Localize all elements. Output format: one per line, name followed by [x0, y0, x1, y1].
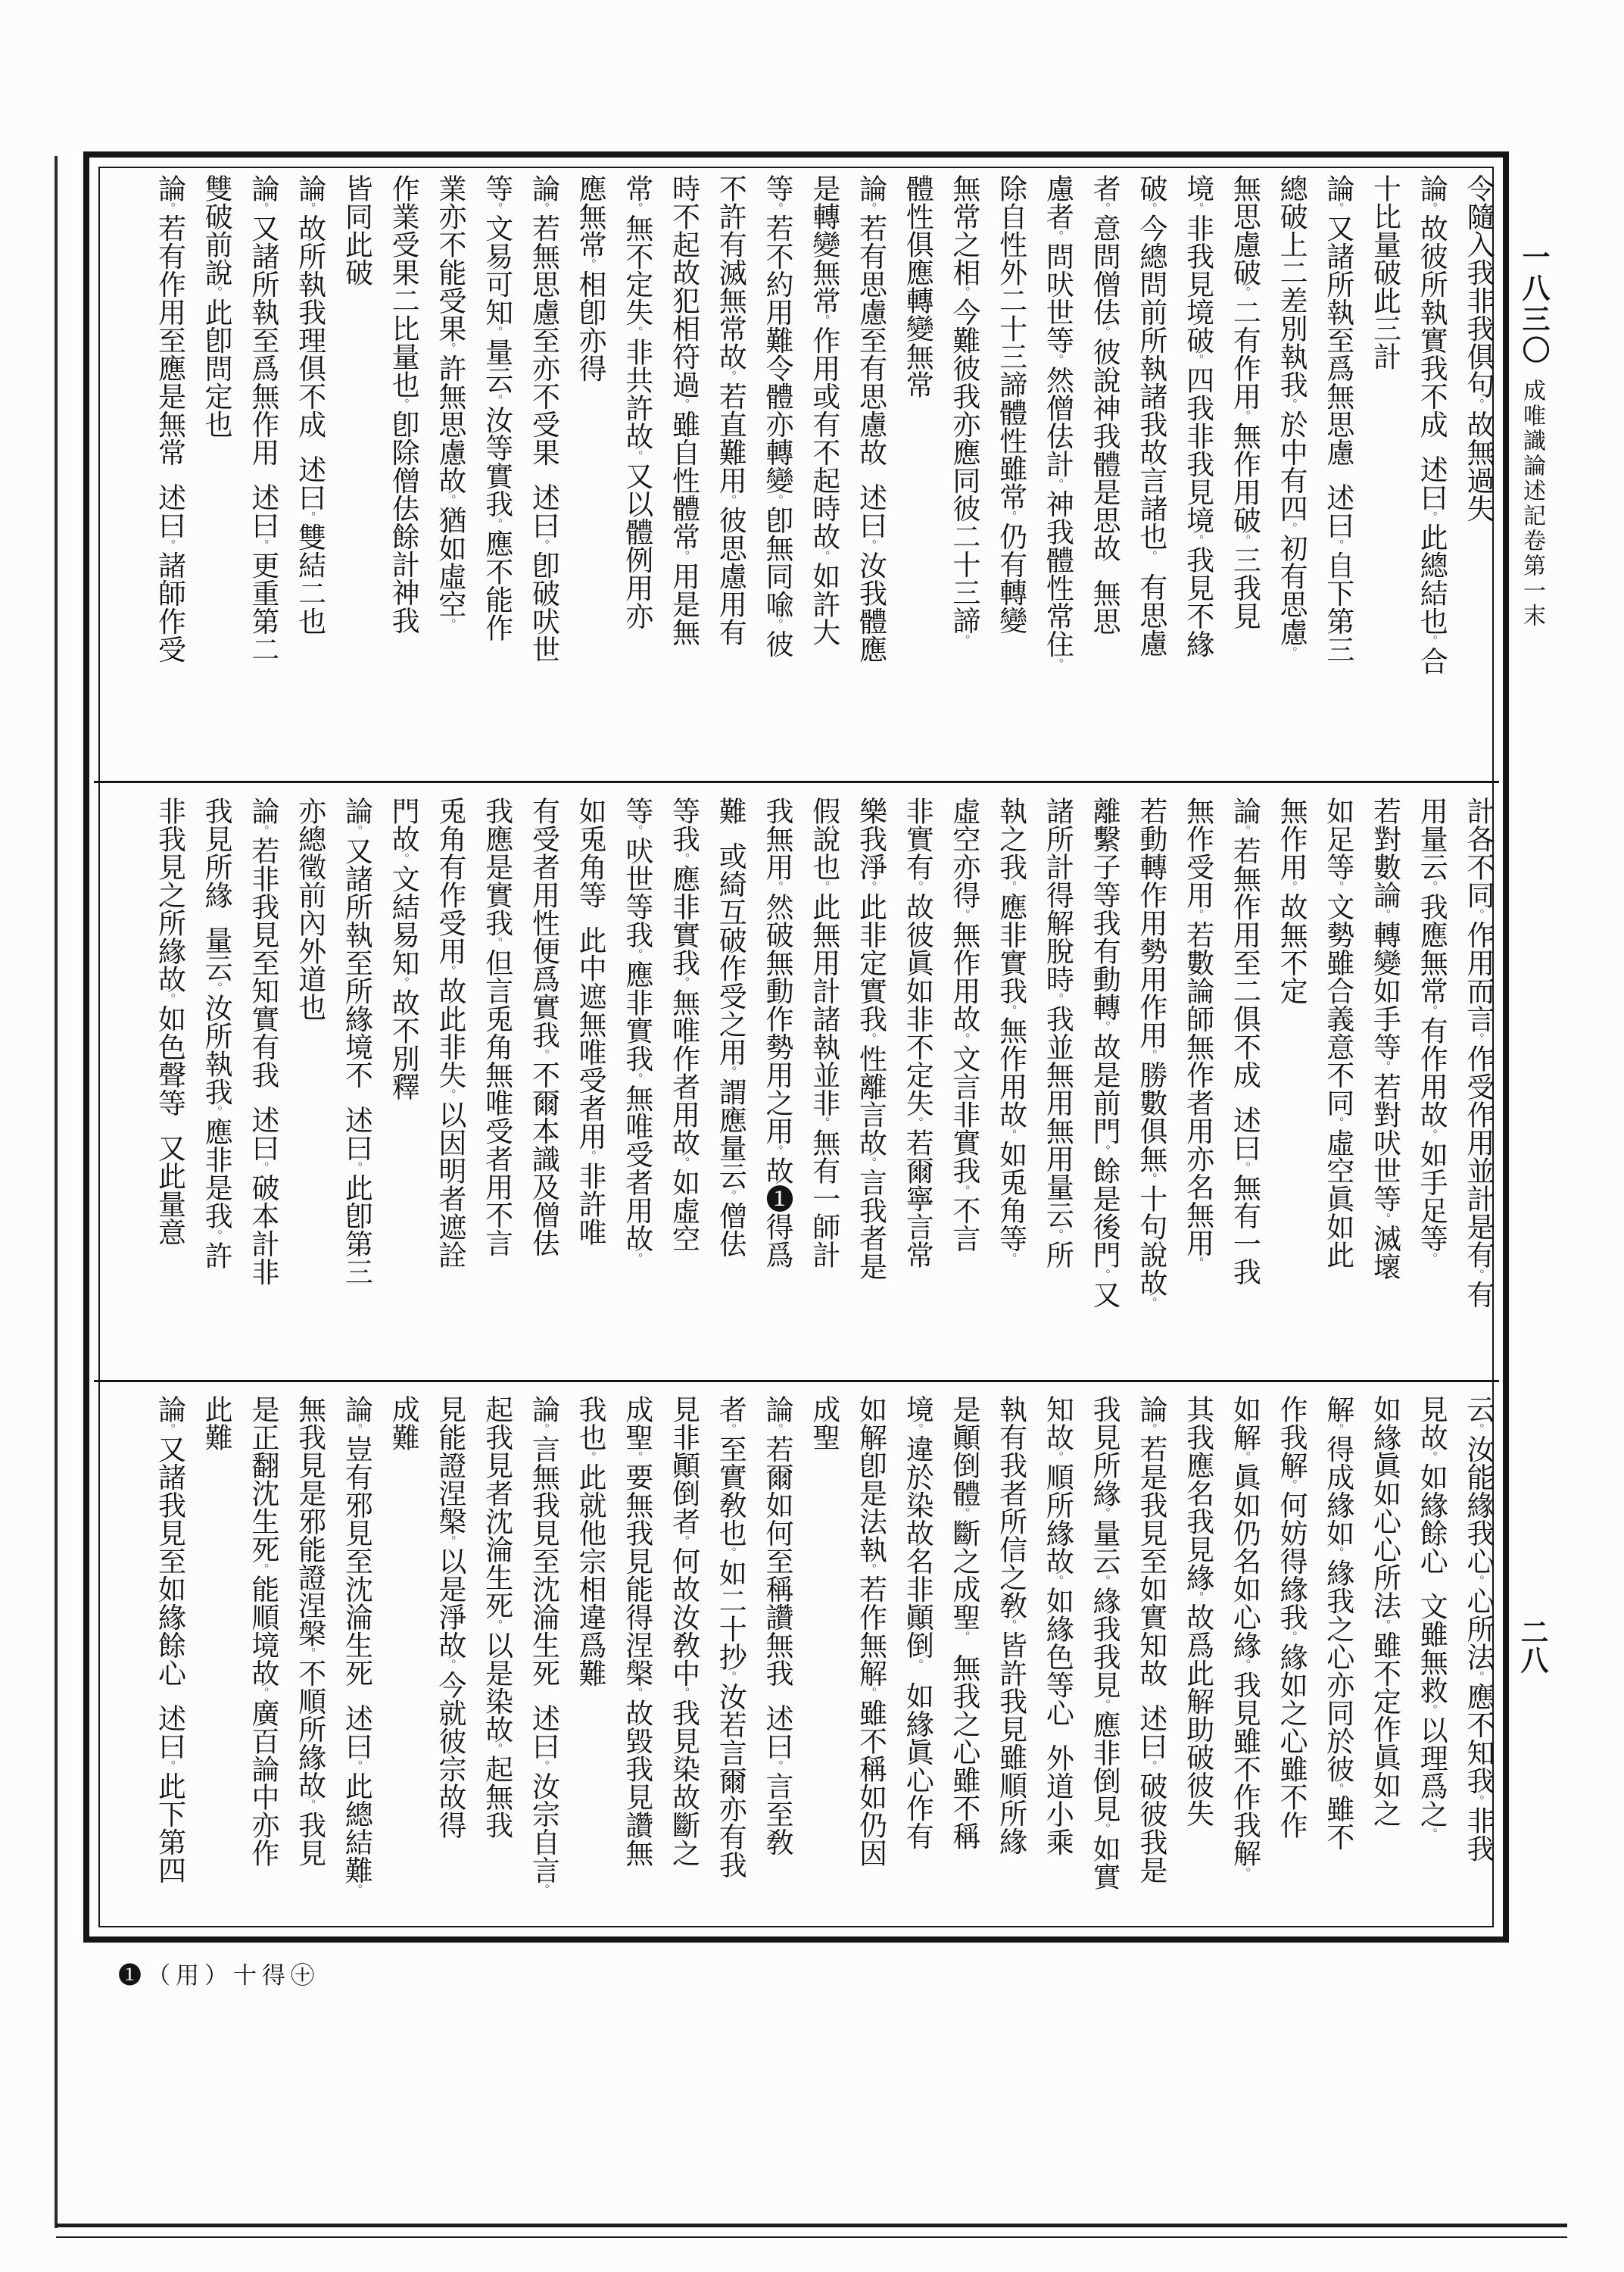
text-band-top	[101, 174, 1492, 774]
text-column: 雙破前說。此卽問定也	[200, 174, 232, 438]
text-column: 如解卽是法執。若作無解。雖不稱如仍因	[854, 1395, 886, 1868]
band-separator-1	[94, 781, 1499, 783]
text-column: 假說也。此無用計諸執並非。無有一師計	[807, 797, 839, 1269]
text-column: 離繫子等我有動轉。故是前門。餘是後門。又	[1088, 797, 1120, 1309]
text-column: 是轉變無常。作用或有不起時故。如許大	[807, 174, 839, 647]
text-column: 我應是實我。但言兎角無唯受者用不言	[480, 797, 512, 1257]
text-column: 亦總徵前內外道也	[293, 797, 325, 1021]
text-column: 論。若無作用至二俱不成 述曰。無有一我	[1228, 797, 1260, 1286]
text-column: 等。文易可知。量云。汝等實我。應不能作	[480, 174, 512, 642]
text-column: 虛空亦得。無作用故。文言非實我。不言	[947, 797, 979, 1253]
text-column: 我也。此就他宗相違爲難	[574, 1395, 606, 1687]
page-bottom-rule-thin	[56, 2236, 1567, 2238]
text-column: 論。若非我見至知實有我 述曰。破本計非	[246, 797, 278, 1286]
text-column: 我見所緣 量云。汝所執我。應非是我。許	[200, 797, 232, 1269]
text-column: 非我見之所緣故。如色聲等 又此量意	[153, 797, 185, 1246]
text-column: 論。豈有邪見至沈淪生死 述曰。此總結難。	[340, 1395, 372, 1896]
text-column: 知故。順所緣故。如緣色等心 外道小乘	[1041, 1395, 1073, 1856]
band-separator-2	[94, 1380, 1499, 1382]
scan-edge-line	[55, 156, 58, 2228]
text-column: 等。吠世等我。應非實我。無唯受者用故。	[620, 797, 652, 1265]
text-band-bottom	[101, 1395, 1492, 1930]
text-column: 論。故所執我理俱不成 述曰。雙結二也	[293, 174, 325, 635]
text-column: 樂我淨。此非定實我。性離言故。言我者是	[854, 797, 886, 1281]
text-column: 解。得成緣如。緣我之心亦同於彼。雖不	[1321, 1395, 1353, 1851]
text-column: 破。今總問前所執諸我故言諸也。 有思慮	[1134, 174, 1166, 657]
footnote-apparatus: ❶（用）十得㊉	[118, 1962, 320, 1989]
text-column: 無作用。故無不定	[1275, 797, 1307, 1005]
text-column: 計各不同。作用而言。作受作用並計是有。有	[1462, 797, 1493, 1309]
text-column: 論。若是我見至如實知故 述曰。破彼我是	[1134, 1395, 1166, 1884]
text-column: 如解。眞如仍名如心緣。我見雖不作我解。	[1228, 1395, 1260, 1879]
text-column: 論。若無思慮至亦不受果 述曰。卽破吠世	[527, 174, 559, 663]
text-column: 體性俱應轉變無常	[901, 174, 933, 398]
text-column: 者。至實敎也。如二十抄。汝若言爾亦有我	[714, 1395, 746, 1879]
text-column: 難 或綺互破作受之用。謂應量云。僧佉	[714, 797, 746, 1258]
text-column: 作業受果二比量也。卽除僧佉餘計神我	[387, 174, 419, 635]
text-column: 皆同此破	[340, 174, 372, 286]
text-column: 令隨入我非我俱句。故無過失	[1462, 174, 1493, 523]
text-column: 門故。文結易知。故不別釋	[387, 797, 419, 1101]
text-column: 執有我者所信之敎。皆許我見雖順所緣	[994, 1395, 1026, 1855]
text-column: 時不起故犯相符過。雖自性體常。用是無	[667, 174, 699, 647]
text-column: 作我解。何妨得緣我。緣如之心雖不作	[1275, 1395, 1307, 1840]
text-column: 成聖。要無我見能得涅槃。故毀我見讚無	[620, 1395, 652, 1868]
page-bottom-rule-thick	[56, 2224, 1567, 2227]
text-column: 論。故彼所執實我不成 述曰。此總結也。合	[1415, 174, 1447, 675]
text-column: 應無常。相卽亦得	[574, 174, 606, 382]
text-column: 論。言無我見至沈淪生死 述曰。汝宗自言。	[527, 1395, 559, 1896]
text-column: 論。又諸所執至所緣境不 述曰。此卽第三	[340, 797, 372, 1286]
text-column: 等。若不約用難令體亦轉變。卽無同喩。彼	[760, 174, 792, 658]
text-column: 論。又諸所執至爲無作用 述曰。更重第二	[246, 174, 278, 663]
text-column: 是正翻沈生死。能順境故。廣百論中亦作	[246, 1395, 278, 1868]
text-column: 慮者。問吠世等。然僧佉計。神我體性常住。	[1041, 174, 1073, 670]
text-column: 我見所緣。量云。緣我我見。應非倒見。如實	[1088, 1395, 1120, 1891]
text-band-middle	[101, 797, 1492, 1371]
text-column: 論。若有作用至應是無常 述曰。諸師作受	[153, 174, 185, 663]
text-column: 不許有滅無常故。若直難用。彼思慮用有	[714, 174, 746, 647]
volume-title: 成唯識論述記卷第一末	[1520, 379, 1545, 629]
page-number: 一八三〇	[1517, 242, 1548, 367]
text-column: 見非顚倒者。何故汝敎中。我見染故斷之	[667, 1395, 699, 1868]
text-column: 見故。如緣餘心 文雖無救。以理爲之。	[1415, 1395, 1447, 1840]
text-column: 其我應名我見緣。故爲此解助破彼失	[1181, 1395, 1213, 1827]
text-column: 若對數論。轉變如手等。若對吠世等。滅壞	[1368, 797, 1400, 1281]
text-column: 起我見者沈淪生死。以是染故。起無我	[480, 1395, 512, 1840]
text-column: 總破上二差別執我。於中有四。初有思慮。	[1275, 174, 1307, 658]
text-column: 無我見是邪能證涅槃。不順所緣故。我見	[293, 1395, 325, 1868]
text-column: 如兎角等 此中遮無唯受者用。非許唯	[574, 797, 606, 1246]
text-column: 論。若有思慮至有思慮故 述曰。汝我體應	[854, 174, 886, 663]
text-column: 除自性外二十三諦體性雖常。仍有轉變	[994, 174, 1026, 635]
text-column: 執之我。應非實我。無作用故。如兎角等。	[994, 797, 1026, 1265]
text-column: 此難	[200, 1395, 232, 1451]
text-column: 無思慮破。二有作用。無作用破。三我見	[1228, 174, 1260, 630]
text-column: 論。又諸所執至爲無思慮 述曰。自下第三	[1321, 174, 1353, 663]
text-column: 論。若爾如何至稱讚無我 述曰。言至敎	[760, 1395, 792, 1856]
text-column: 成聖	[807, 1395, 839, 1451]
text-column: 境。非我見境破。四我非我見境。我見不緣	[1181, 174, 1213, 658]
text-column: 如足等。文勢雖合義意不同。虛空眞如此	[1321, 797, 1353, 1269]
text-column: 有受者用性便爲實我。不爾本識及僧佉	[527, 797, 559, 1257]
text-column: 非實有。故彼眞如非不定失。若爾寧言常	[901, 797, 933, 1269]
text-column: 是顚倒體。斷之成聖。 無我之心雖不稱	[947, 1395, 979, 1850]
text-column: 境。違於染故名非顚倒。 如緣眞心作有	[901, 1395, 933, 1850]
text-column: 諸所計得解脫時。我並無用無用量云。所	[1041, 797, 1073, 1269]
text-column: 見能證涅槃。以是淨故。今就彼宗故得	[433, 1395, 465, 1840]
text-column: 無常之相。今難彼我亦應同彼二十三諦。	[947, 174, 979, 647]
folio-number: 二八	[1516, 1618, 1547, 1674]
text-column: 若動轉作用勢用作用。勝數俱無。十句說故。	[1134, 797, 1166, 1309]
text-column: 如緣眞如心心所法。雖不定作眞如之	[1368, 1395, 1400, 1827]
text-column: 成難	[387, 1395, 419, 1451]
text-column: 常。無不定失。非共許故。又以體例用亦	[620, 174, 652, 630]
text-column: 者。意問僧佉。彼說神我體是思故 無思	[1088, 174, 1120, 635]
text-column: 我無用。然破無動作勢用之用。故❶得爲	[760, 797, 792, 1269]
text-column: 論。又諸我見至如緣餘心 述曰。此下第四	[153, 1395, 185, 1884]
text-column: 云。汝能緣我心。心所法。應不知我。非我	[1462, 1395, 1493, 1863]
text-column: 兎角有作受用。故此非失。以因明者遮詮	[433, 797, 465, 1269]
text-column: 用量云。我應無常。有作用故。如手足等。	[1415, 797, 1447, 1265]
text-column: 十比量破此三計	[1368, 174, 1400, 370]
text-column: 無作受用。若數論師無作者用亦名無用。	[1181, 797, 1213, 1269]
text-column: 業亦不能受果。許無思慮故。猶如虛空。	[433, 174, 465, 630]
text-column: 等我。應非實我。無唯作者用故。如虛空	[667, 797, 699, 1253]
